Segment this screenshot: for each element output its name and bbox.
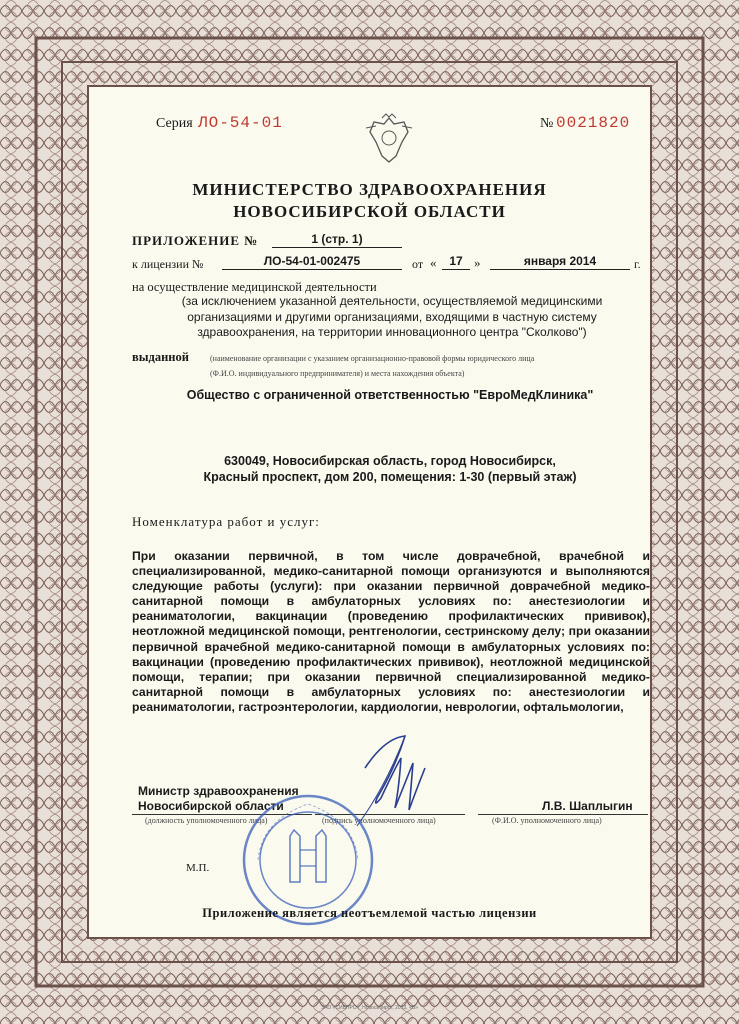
nomenclature-label: Номенклатура работ и услуг: — [132, 514, 320, 529]
position-line1: Министр здравоохранения — [138, 784, 299, 798]
integral-part-note: Приложение является неотъемлемой частью лицензии — [202, 906, 537, 920]
address-line1: 630049, Новосибирская область, город Новосибирск, — [224, 454, 556, 468]
activity-note: (за исключением указанной деятельности, осуществляемой медицинскими организациями и другими организациями, входящими в частную систему здравоохранения, на территории инновационного центра "Сколково") — [181, 294, 603, 339]
position-line2: Новосибирской области — [138, 799, 284, 813]
quote-open: « — [430, 255, 437, 270]
address-line2: Красный проспект, дом 200, помещения: 1-30 (первый этаж) — [203, 470, 577, 484]
coat-of-arms-icon — [362, 112, 416, 166]
quote-close: » — [474, 255, 481, 270]
series-value: ЛО-54-01 — [198, 114, 283, 132]
appendix-value: 1 (стр. 1) — [272, 232, 402, 248]
license-day: 17 — [442, 254, 470, 270]
name-underline — [478, 814, 648, 815]
nomenclature-text: При оказании первичной, в том числе доврачебной, врачебной и специализированной, медико-санитарной помощи организуются и выполняются следующие работы (услуги): при оказании первичной доврачебной медико-санитарной помощи в амбулаторных условиях по: анестезиологии и реаниматологии, вакцинации (проведению профилактических прививок), неотложной медицинской помощи, рентгенологии, сестринскому делу; при оказании первичной врачебной медико-санитарной помощи в амбулаторных условиях по: вакцинации (проведению профилактических прививок), неотложной медицинской помощи, терапии; при оказании первичной специализированной медико-санитарной помощи в амбулаторных условиях по: анестезиологии и реаниматологии, гастроэнтерологии, кардиологии, неврологии, офтальмологии, — [132, 549, 650, 714]
printer-info: ЗАО «СИБПРО», Новосибирск, 2013, «Б» — [321, 1005, 418, 1011]
license-label: к лицензии № — [132, 257, 204, 271]
number-label: № — [540, 116, 554, 131]
appendix-label: ПРИЛОЖЕНИЕ № — [132, 233, 259, 248]
signer-name: Л.В. Шаплыгин — [542, 799, 633, 813]
sign-hint: (подпись уполномоченного лица) — [322, 816, 436, 825]
issued-hint1: (наименование организации с указанием организационно-правовой формы юридического лица — [210, 354, 535, 363]
license-year-suffix: г. — [634, 257, 641, 271]
ministry-title-line2: НОВОСИБИРСКОЙ ОБЛАСТИ — [233, 202, 506, 221]
activity-label: на осуществление медицинской деятельности — [132, 280, 377, 294]
issued-hint2: (Ф.И.О. индивидуального предпринимателя) и места нахождения объекта) — [210, 369, 465, 378]
organization-name: Общество с ограниченной ответственностью "ЕвроМедКлиника" — [186, 388, 594, 402]
license-number: ЛО-54-01-002475 — [222, 254, 402, 270]
issued-label: выданной — [132, 350, 189, 364]
series-label: Серия — [156, 116, 193, 131]
ministry-title-line1: МИНИСТЕРСТВО ЗДРАВООХРАНЕНИЯ — [192, 180, 547, 199]
number-value: 0021820 — [556, 114, 631, 132]
position-hint: (должность уполномоченного лица) — [145, 816, 268, 825]
mp-label: М.П. — [186, 862, 210, 874]
license-month-year: января 2014 — [490, 254, 630, 270]
license-from: от — [412, 257, 424, 271]
name-hint: (Ф.И.О. уполномоченного лица) — [492, 816, 602, 825]
